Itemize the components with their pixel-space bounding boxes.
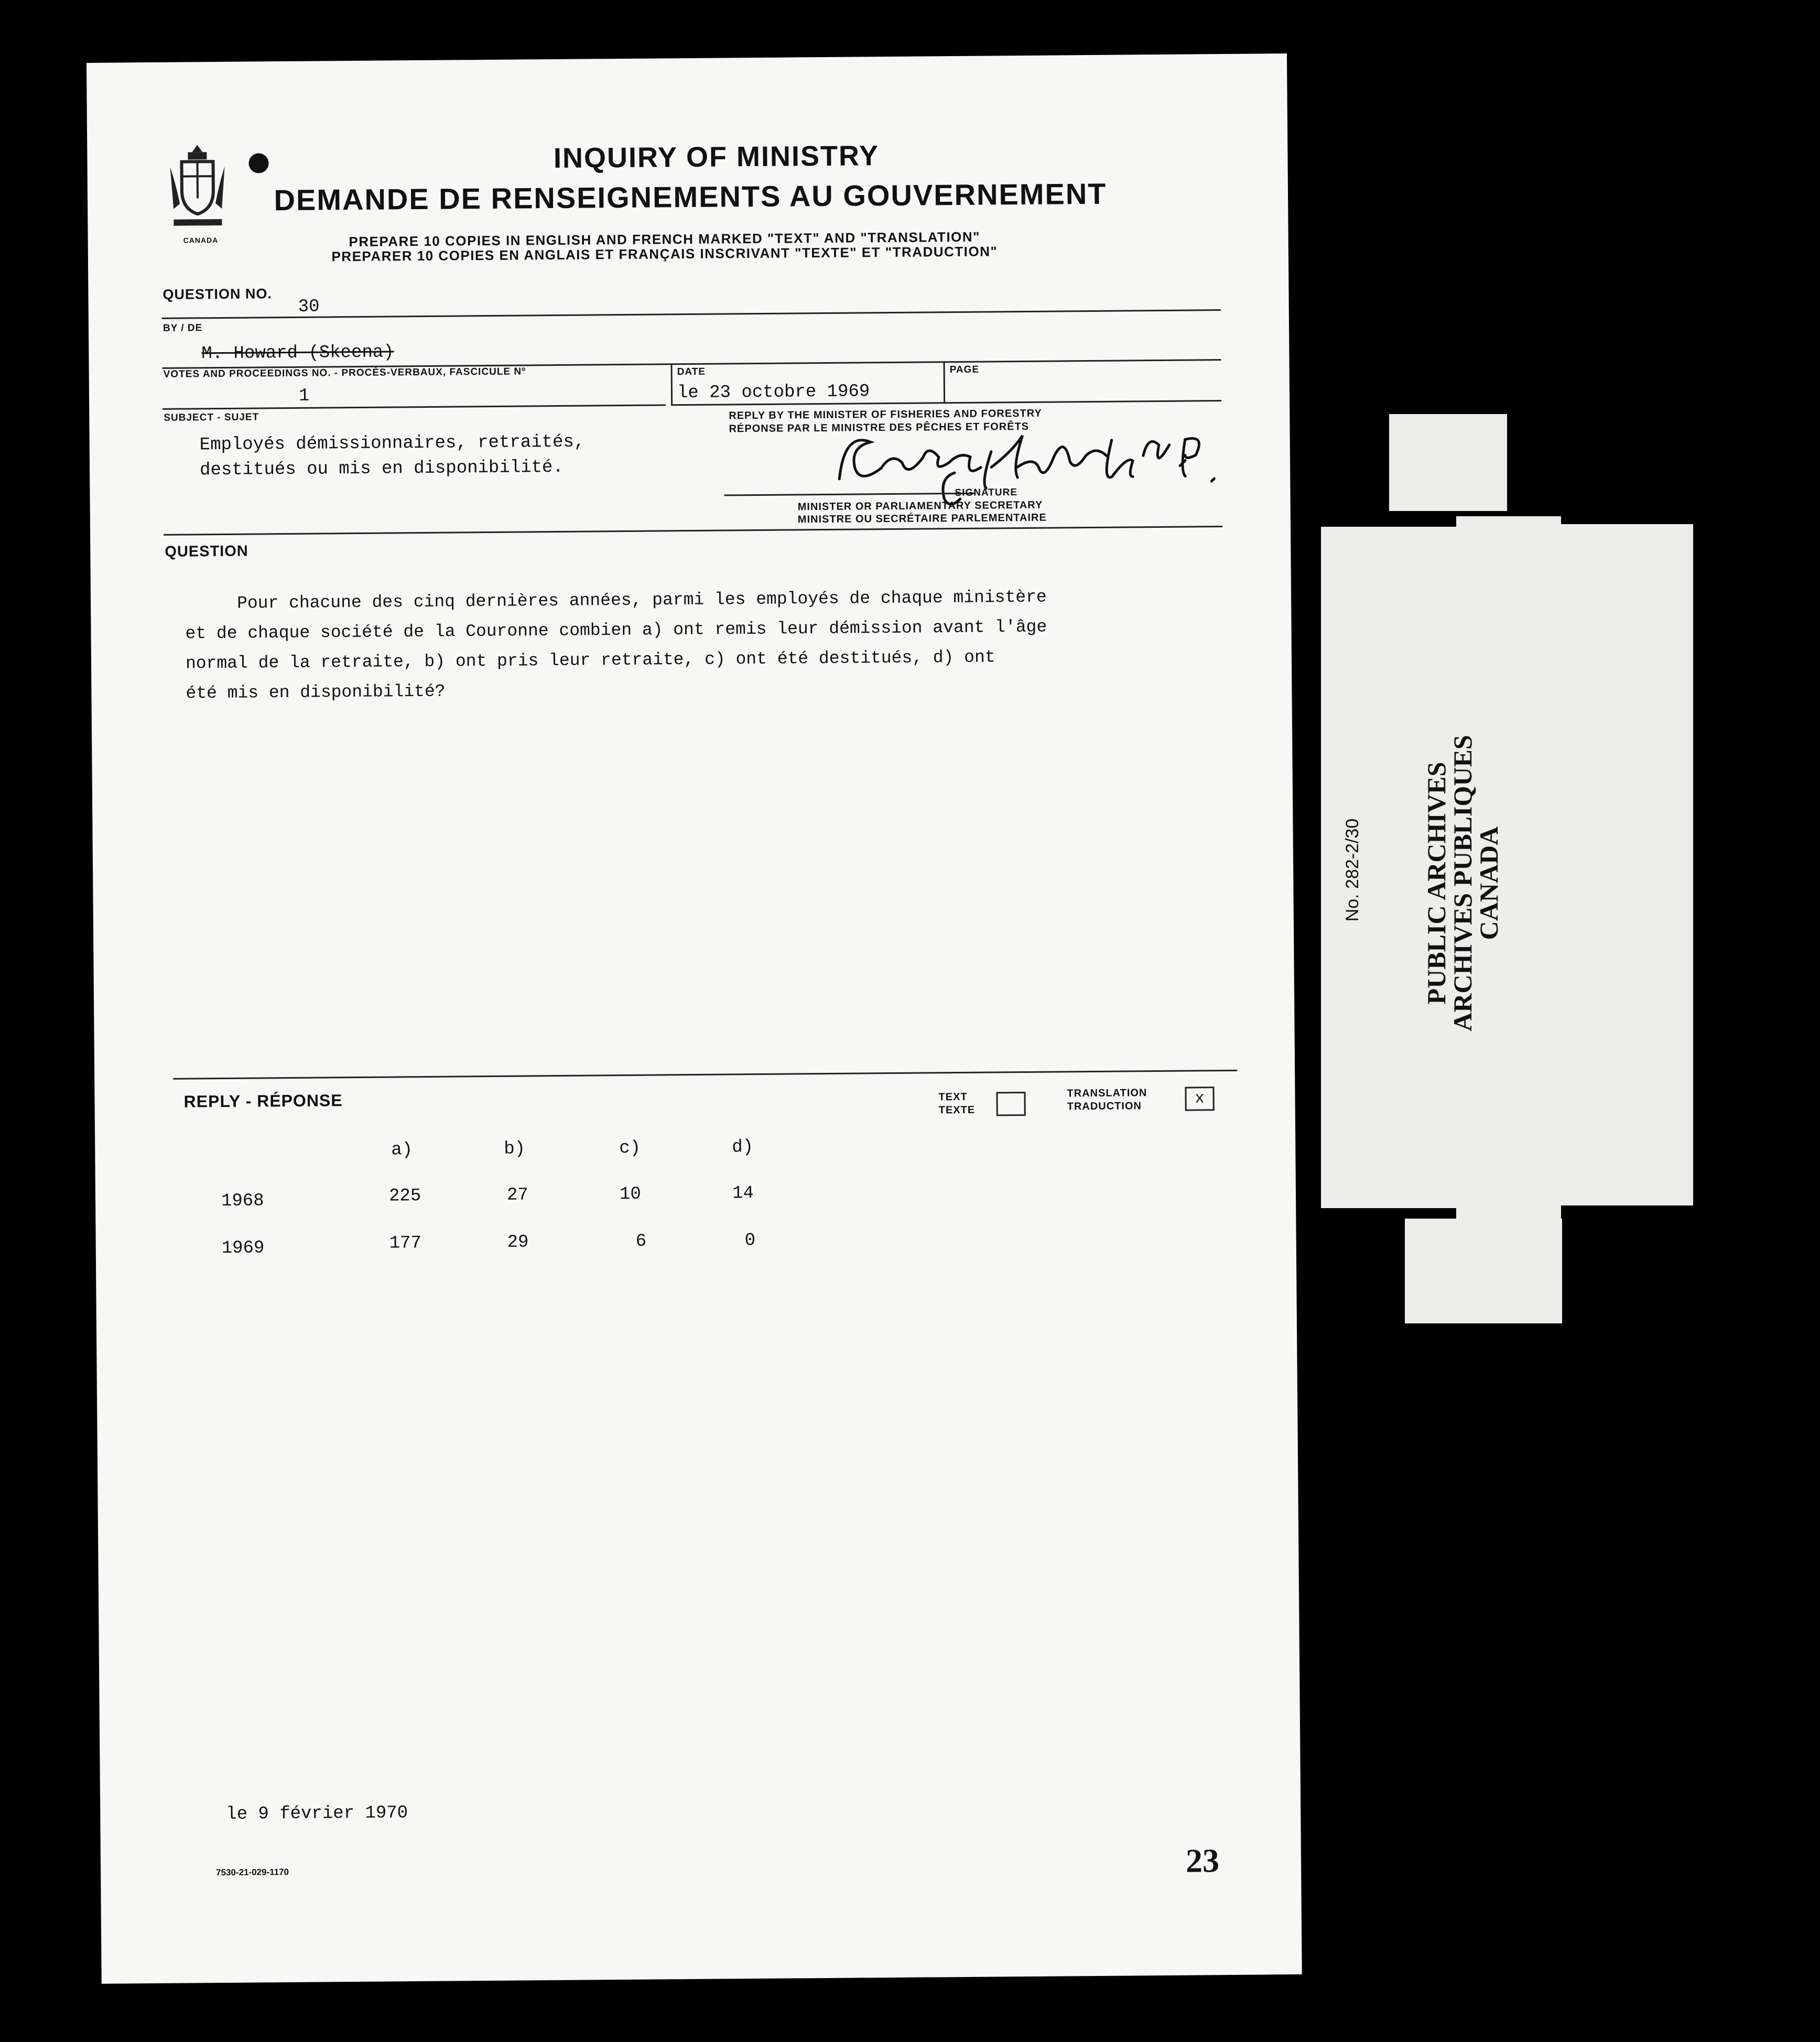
form-title-french: DEMANDE DE RENSEIGNEMENTS AU GOUVERNEMENT: [274, 177, 1107, 217]
question-line: normal de la retraite, b) ont pris leur retraite, c) ont été destitués, d) ont: [185, 647, 995, 674]
page-number: 23: [1185, 1842, 1220, 1880]
signature-label: SIGNATURE: [955, 487, 1018, 499]
reply-by-english: REPLY BY THE MINISTER OF FISHERIES AND FORESTRY: [729, 407, 1042, 422]
minister-english: MINISTER OR PARLIAMENTARY SECRETARY: [797, 499, 1043, 513]
by-label: BY / DE: [162, 322, 203, 334]
handwritten-signature: [818, 408, 1238, 510]
page-label: PAGE: [949, 364, 980, 376]
form-number: 7530-21-029-1170: [216, 1867, 289, 1878]
subject-line-1: Employés démissionnaires, retraités,: [199, 432, 585, 455]
table-cell: 29: [507, 1232, 529, 1253]
minister-french: MINISTRE OU SECRÉTAIRE PARLEMENTAIRE: [797, 512, 1047, 526]
instruction-english: PREPARE 10 COPIES IN ENGLISH AND FRENCH MARKED "TEXT" AND "TRANSLATION": [349, 229, 981, 250]
question-no-value: 30: [298, 297, 320, 317]
divider: [671, 363, 673, 405]
rule: [162, 309, 1221, 319]
text-label-english: TEXT: [938, 1091, 968, 1103]
question-line: Pour chacune des cinq dernières années, parmi les employés de chaque ministère: [185, 587, 1047, 614]
text-label-french: TEXTE: [938, 1104, 976, 1116]
row-year: 1968: [221, 1191, 264, 1212]
table-cell: 6: [635, 1231, 647, 1252]
coat-label: CANADA: [183, 236, 219, 245]
rule: [173, 1070, 1237, 1080]
translation-label-french: TRADUCTION: [1067, 1100, 1142, 1113]
by-value: M. Howard (Skeena): [201, 342, 394, 364]
table-cell: 177: [389, 1233, 422, 1254]
rule: [162, 404, 666, 410]
archive-tab-bottom: [1405, 1219, 1562, 1323]
table-cell: 0: [744, 1231, 756, 1251]
reply-by-french: RÉPONSE PAR LE MINISTRE DES PÊCHES ET FORÊTS: [729, 420, 1030, 435]
translation-label-english: TRANSLATION: [1067, 1087, 1147, 1100]
question-label: QUESTION: [165, 542, 248, 560]
date-label: DATE: [677, 366, 706, 378]
column-header-c: c): [619, 1138, 641, 1159]
archive-reference: No. 282-2/30: [1342, 818, 1362, 922]
column-header-d: d): [732, 1137, 754, 1158]
column-header-a: a): [391, 1140, 413, 1160]
archive-stamp: [1423, 726, 1523, 1040]
question-text: [185, 581, 1182, 709]
question-no-label: QUESTION NO.: [162, 286, 273, 302]
archive-tab-top: [1389, 414, 1507, 511]
archive-line-3: CANADA: [1474, 826, 1503, 940]
subject-label: SUBJECT - SUJET: [164, 411, 259, 423]
rule: [164, 526, 1222, 536]
text-checkbox[interactable]: [996, 1092, 1025, 1116]
column-header-b: b): [504, 1139, 526, 1159]
table-cell: 225: [388, 1186, 421, 1207]
archive-line-1: PUBLIC ARCHIVES: [1422, 762, 1451, 1005]
question-line: et de chaque société de la Couronne combien a) ont remis leur démission avant l'âge: [185, 617, 1047, 644]
votes-label: VOTES AND PROCEEDINGS NO. - PROCÈS-VERBAUX, FASCICULE Nº: [163, 366, 526, 380]
row-year: 1969: [221, 1238, 265, 1259]
reply-label: REPLY - RÉPONSE: [183, 1091, 343, 1111]
table-cell: 14: [732, 1183, 754, 1204]
divider: [944, 361, 946, 403]
document-sheet: [86, 53, 1302, 1984]
archive-tab-right: [1559, 524, 1693, 1205]
archive-line-2: ARCHIVES PUBLIQUES: [1448, 735, 1477, 1031]
translation-checkbox[interactable]: x: [1185, 1087, 1214, 1111]
table-cell: 10: [619, 1184, 641, 1205]
date-value: le 23 octobre 1969: [677, 382, 870, 404]
form-title-english: INQUIRY OF MINISTRY: [553, 140, 880, 175]
instruction-french: PREPARER 10 COPIES EN ANGLAIS ET FRANÇAIS INSCRIVANT "TEXTE" ET "TRADUCTION": [331, 243, 998, 265]
question-line: été mis en disponibilité?: [186, 681, 446, 703]
votes-value: 1: [298, 386, 310, 406]
reply-date: le 9 février 1970: [226, 1803, 408, 1825]
table-cell: 27: [506, 1185, 528, 1205]
subject-line-2: destitués ou mis en disponibilité.: [199, 457, 564, 481]
